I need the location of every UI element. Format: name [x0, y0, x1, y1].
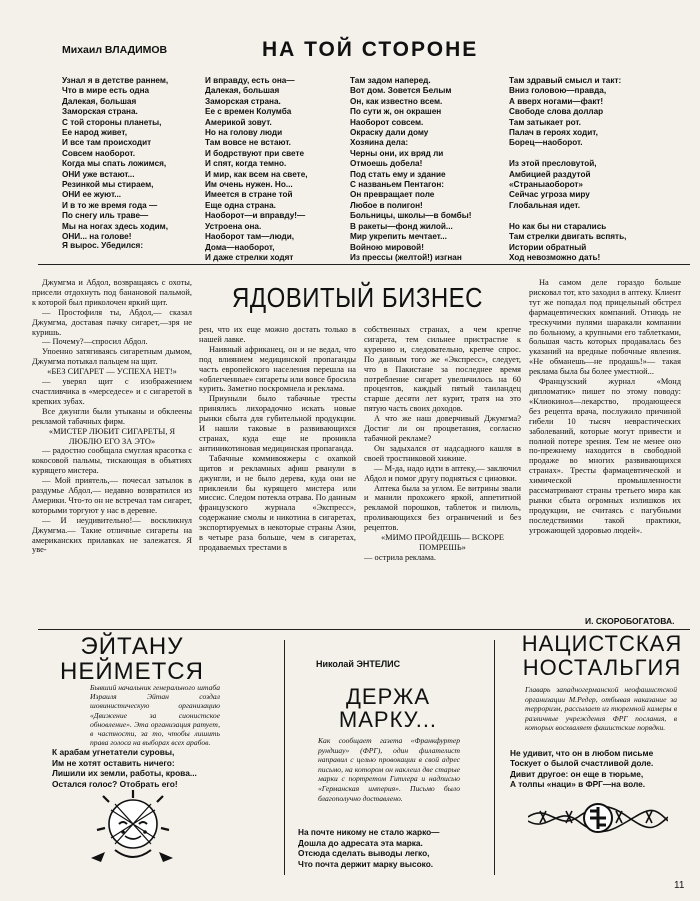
paragraph: рен, что их еще можно достать только в нашей лавке.	[199, 325, 356, 344]
paragraph: Табачные коммивояжеры с охапкой щитов и рекламных афиш рванули в джунгли, и не было дерева, куда они не приклеили бы курящего мистера или миссис. Следом потекла отрава. По данным французского журнала «Экспресс», содержание смолы и никотина в сигаретах, экспортируемых в некоторые страны Азии, в четыре раза больше, чем в сигаретах, продаваемых трестами в	[199, 453, 356, 552]
eitan-verse: К арабам угнетатели суровы, Им не хотят оставить ничего: Лишили их земли, работы, крова... Остался голос? Отобрать его!	[52, 747, 197, 789]
slogan: «БЕЗ СИГАРЕТ — УСПЕХА НЕТ!»	[47, 367, 177, 377]
stamp-title-line2: МАРКУ...	[338, 707, 438, 732]
paragraph: Все джунгли были утыканы и обклеены рекламой табачных фирм.	[32, 406, 192, 426]
article-title: ЯДОВИТЫЙ БИЗНЕС	[232, 283, 484, 315]
article-author: И. СКОРОБОГАТОВА.	[585, 616, 675, 626]
paragraph: собственных странах, а чем крепче сигарета, тем сильнее пристрастие к курению и, следовательно, крепче спрос. По данным того же «Экспресс», следует, что в Пакистане за последнее время потребление сигарет увеличилось на 60 процентов, каждый пятый таиландец старше десяти лет курит, тратя на это пятую часть своих доходов.	[364, 325, 521, 414]
paragraph: — Почему?—спросил Абдол.	[42, 337, 148, 347]
paragraph: — уверял щит с изображением счастливчика в «мерседесе» и с сигаретой в крепких зубах.	[32, 377, 192, 406]
nazi-title	[512, 632, 692, 680]
poem-column-2: И вправду, есть она— Далекая, большая Заморская страна. Ее с времен Колумба Америкой зовут. Но на голову люди Там вовсе не встают. И бодрствуют при свете И спят, когда темно. И мир, как всем на свете, Им очень нужен. Но... Имеется в стране той Еще одна страна. Наоборот—и вправду!— Устроена она. Наоборот там—люди, Дома—наоборот, И даже стрелки ходят	[205, 76, 308, 262]
poem-author: Михаил ВЛАДИМОВ	[62, 44, 168, 56]
divider-top	[38, 264, 690, 265]
nazi-lead: Главарь западногерманской неофашистской организации М.Редер, отбывая наказание за терроризм, рассылает из тюремной камеры в различные учреждения ФРГ послания, в которых восхваляет фашистские порядки.	[525, 685, 677, 733]
stamp-title-line1: ДЕРЖА	[346, 684, 430, 709]
poem-column-1-end: Я вырос. Убедился:	[62, 241, 144, 250]
paragraph: — М-да, надо идти в аптеку,— заключил Абдол и помог другу подняться с циновки.	[364, 463, 521, 483]
poem-column-1: Узнал я в детстве раннем, Что в мире есть одна Далекая, большая Заморская страна. С той стороны планеты, Ее народ живет, И все там происходит Совсем наоборот. Когда мы спать ложимся, ОНИ уже встают... Резинкой мы стираем, ОНИ ее жуют... И в то же время года — По снегу иль траве— Мы на ногах здесь ходим, ОНИ... на голове!	[62, 76, 169, 242]
page-number: 11	[674, 880, 685, 891]
eitan-title	[42, 634, 222, 684]
paragraph: — И неудивительно!— воскликнул Джумгма.— Такие отличные сигареты на американских прилавках не залежатся. Я уве-	[32, 515, 192, 555]
stamp-author: Николай ЭНТЕЛИС	[316, 659, 401, 669]
poem-column-4: Там здравый смысл и такт: Вниз головою—правда, А вверх ногами—факт! Свободе слова доллар Там затыкает рот. Палач в героях ходит, Борец—наоборот. Из этой пресловутой, Амбицией раздутой «Страныаоборот» Сейчас угроза миру Глобальная идет. Но как бы ни старались Там стрелки двигать вспять, Истории обратный Ход невозможно дать!	[509, 76, 627, 262]
article-column-1	[32, 278, 192, 555]
knot-figure	[584, 804, 612, 832]
paragraph: На самом деле гораздо больше рисковал тот, кто заходил в аптеку. Клиент тут же попадал под прицельный обстрел фармацевтических компаний. Отнюдь не трескучими пулями шаракали компании по больному, а крупными его таблетками, большая часть которых продавалась без указаний на вредные побочные явления. «Не обманешь—не продашь!»— такая реклама была бы более уместной...	[529, 278, 681, 377]
divider-middle	[38, 629, 690, 630]
poem-title: НА ТОЙ СТОРОНЕ	[262, 38, 479, 61]
article-column-2	[199, 325, 356, 553]
paragraph: Аптека была за углом. Ее витрины звали и манили прохожего яркой, аппетитной рекламой порошков, таблеток и пилюль, проливающихся без ограничений и без рецептов.	[364, 483, 521, 533]
paragraph: Упоенно затягиваясь сигаретным дымом, Джумгма потыкал пальцем на щит.	[32, 347, 192, 367]
stamp-lead: Как сообщает газета «Франкфуртер рундшау» (ФРГ), один филателист направил с целью провокации в свой адрес письмо, на котором он наклеил две старые марки с портретом Гитлера и надписью «Германская империя». Письмо было благополучно доставлено.	[318, 736, 460, 803]
eitan-lead: Бывший начальник генерального штаба Израиля Эйтан создал шовинистическую организацию «Движение за сионистское обновление». Эта организация ратует, в частности, за то, чтобы лишить права голоса на выборах всех арабов.	[90, 683, 220, 748]
poem-column-3: Там задом наперед. Вот дом. Зовется Белым Он, как известно всем. По сути ж, он окрашен Наоборот совсем. Окраску дали дому Хозяина дела: Черны они, их вряд ли Отмоешь добела! Под стать ему и здание С названьем Пентагон: Он превращает поле Любое в полигон! Больницы, школы—в бомбы! В ракеты—фонд жилой... Мир укрепить мечтает... Войною мировой! Из прессы (желтой!) изгнан	[350, 76, 472, 262]
paragraph: А что же наш доверчивый Джумгма? Достиг ли он процветания, согласно табачной рекламе?	[364, 414, 521, 443]
paragraph: Французский журнал «Монд дипломатик» пишет по этому поводу: «Клиокинол—лекарство, продающееся без рецепта врача, послужило причиной гибели 10 тысяч неврастических заболеваний, которые могут привести и полной потере зрения. Тем не менее оно по-прежнему находится в свободной продаже во многих развивающихся странах». Тресты фармацевтической и химической промышленности рассматривают страны третьего мира как рынки сбыта огромных излишков их продукции, не считаясь с пагубными последствиями такой практики, угрожающей здоровью людей».	[529, 377, 681, 535]
nazi-title-line2: НОСТАЛЬГИЯ	[522, 655, 682, 680]
divider-left	[284, 640, 285, 875]
cartoon-figure	[97, 790, 169, 857]
paragraph: — Простофиля ты, Абдол,— сказал Джумгма, доставая пачку сигарет,—зря не куришь.	[32, 307, 192, 337]
eitan-title-line1: ЭЙТАНУ	[80, 633, 184, 660]
paragraph: Наивный африканец, он и не ведал, что под влиянием медицинской пропаганды часть европейского населения перешла на «облегченные» сигареты или вовсе бросила курить. Заметно поскромнела и реклама.	[199, 344, 356, 394]
paragraph: Приуныли было табачные тресты принялись лихорадочно искать новые рынки сбыта для губительной продукции. И нашли таковые в развивающихся странах, куда еще не проникла антиникотиновая медицинская пропаганда.	[199, 394, 356, 453]
paragraph: — острила реклама.	[364, 552, 436, 562]
paragraph: — Мой приятель,— почесал затылок в раздумье Абдол,— недавно возвратился из Америки. Что-то он не встречал там сигарет, которыми торгуют у нас в деревне.	[32, 476, 192, 515]
paragraph: — радостно сообщала смуглая красотка с кокосовой пальмы, тискающая в объятиях курящего мистера.	[32, 446, 192, 476]
stamp-title	[318, 685, 458, 731]
paragraph: Он задыхался от надсадного кашля в своей тростниковой хижине.	[364, 443, 521, 463]
eitan-cartoon	[85, 788, 180, 868]
paragraph: Джумгма и Абдол, возвращаясь с охоты, присели отдохнуть под банановой пальмой, к которой был приколочен яркий щит.	[32, 278, 192, 307]
slogan: «МИМО ПРОЙДЕШЬ— ВСКОРЕ ПОМРЕШЬ»	[380, 533, 505, 552]
eitan-title-line2: НЕЙМЕТСЯ	[60, 658, 204, 685]
stamp-verse: На почте никому не стало жарко— Дошла до адресата эта марка. Отсюда сделать выводы легко, Что почта держит марку высоко.	[298, 827, 440, 869]
article-column-4	[529, 278, 681, 536]
nazi-title-line1: НАЦИСТСКАЯ	[521, 631, 683, 656]
slogan: «МИСТЕР ЛЮБИТ СИГАРЕТЫ, Я ЛЮБЛЮ ЕГО ЗА ЭТО»	[48, 426, 176, 446]
article-column-3	[364, 325, 521, 563]
nazi-verse: Не удивит, что он в любом письме Тоскует о былой счастливой доле. Дивит другое: он еще в тюрьме, А толпы «наци» в ФРГ—на воле.	[510, 748, 654, 790]
divider-right	[494, 640, 495, 875]
nazi-cartoon	[528, 793, 668, 841]
